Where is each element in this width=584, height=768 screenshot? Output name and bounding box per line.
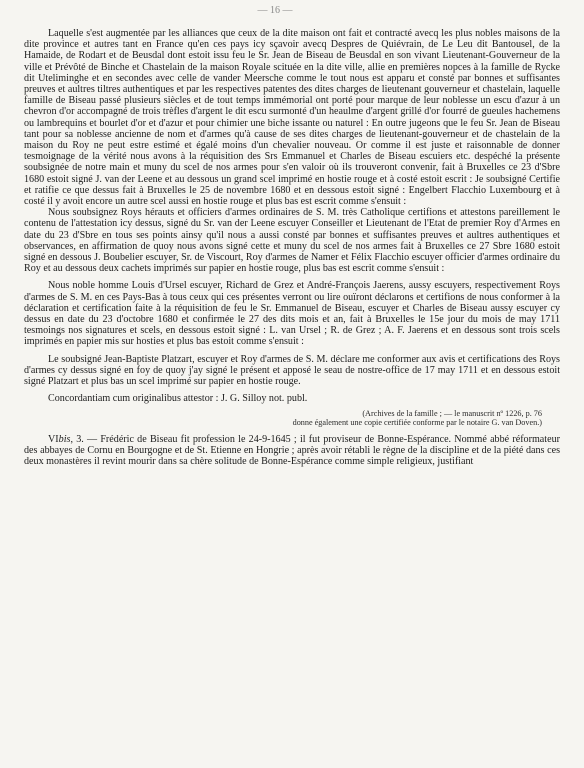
paragraph-platzart-declaration: Le soubsigné Jean-Baptiste Platzart, escuyer et Roy d'armes de S. M. déclare me conformer aux avis et certifications des Roys d'armes cy dessus signé en foy de quoy j'ay signé le présent et apposé le seau de nostre-office de 17 may 1711 et en dessous estoit signé Platzart et plus bas un scel imprimé sur papier en hostie rouge. [24,353,560,388]
source-note-line-1: (Archives de la famille ; — le manuscrit nº 1226, p. 76 [362,408,542,418]
page-number: — 16 — [257,5,293,16]
paragraph-frederic-de-biseau [24,434,560,468]
paragraph-heralds-certification: Nous soubsignez Roys hérauts et officiers d'armes ordinaires de S. M. très Catholique certifions et attestons pareillement le contenu de l'attestation icy dessus, signé du Sr. van der Leene escuyer Conseiller et Lieutenant de l'Etat de premier Roy d'Armes en date du 23 d'Sbre en tous ses points ainsy qu'il nous a aussi consté par bonnes et suffisantes preuves et aultres authentiques et observances, en affirmation de quoy nous avons signé cette et muny du scel de nos armes fait à Bruxelles ce 27 Sbre 1680 estoit signé en dessous J. Boubelier escuyer, Sr. de Viscourt, Roy d'armes de Namer et Félix Flacchio escuyer officier d'armes ordinaire du Roy et au dessous deux cachets imprimés sur papier en hostie rouge, plus bas est escrit comme s'ensuit : [24,207,560,275]
entry-text: , 3. — Frédéric de Biseau fit profession le 24-9-1645 ; il fut proviseur de Bonne-Espérance. Nommé abbé réformateur des abbayes de Cornu en Bourgogne et de St. Etienne en Hongrie ; après avoir rétabli le règne de la discipline et de la piété dans ces deux monastères il revint mourir dans sa chère solitude de Bonne-Espérance comme simple religieux, justifiant [24,433,560,468]
entry-number: VI [48,433,59,445]
paragraph-notary-attestation: Concordantiam cum originalibus attestor : J. G. Silloy not. publ. [48,393,308,405]
source-note [24,409,560,428]
document-body [24,28,560,467]
source-note-line-2: donne également une copie certifiée conforme par le notaire G. van Doven.) [292,418,542,428]
paragraph-kings-of-arms-declaration: Nous noble homme Louis d'Ursel escuyer, Richard de Grez et André-François Jaerens, aussy escuyers, respectivement Roys d'armes de S. M. en ces Pays-Bas à tous ceux qui ces présentes verront ou lire ouïront déclarons et certifions de nous conformer à la déclaration et certification faite à la réquisition de feu le Sr. Emmanuel de Biseau, escuyer et Charles de Biseau aussy escuyer cy dessus en date du 23 d'octobre 1680 et confirmée le 27 des dits mois et an, fait à Bruxelles le 15e jour du mois de may 1711 tesmoings nos signatures et scels, en dessous estoit signé : L. van Ursel ; R. de Grez ; A. F. Jaerens et en dessous sont trois scels imprimés en papier mis sur hosties et plus bas estoit comme s'ensuit : [24,280,560,348]
paragraph-genealogy: Laquelle s'est augmentée par les alliances que ceux de la dite maison ont fait et contracté avecq les plus nobles maisons de la dite province et autres tant en France qu'en ces pays icy sçavoir avecq Despres de Quiévrain, de Le Leu dit Bantousel, de la Hamaide, de Rodart et de Beusdal dont estoit issu feu le Sr. Jean de Biseau de Beusdal en son vivant Lieutenant-Gouverneur de la ville et Prévôté de Binche et Chastelain de la maison Royale scituée en la dite ville, allie en premières nopces à la famille de Rycke dit Uteliminghe et en secondes avec celle de vander Meersche comme le tout nous est apparu et consté par bonnes et suffisantes preuves et aultres tiltres authentiques et par les respectives patentes des dites charges de lieutenant gouverneur et chastelain, laquelle famille de Biseau passé plusieurs siècles et de tout temps immémorial ont porté pour marque de leur noblesse un escu d'azur à un chevron d'or accompagné de trois trèfles d'argent le dit escu surmonté d'un heaulme d'argent grillé d'or fourré de gueules hachemens ou lambrequins et bourlet d'or et d'azur et pour chimier une biche issante ou naturel : En outre jugeons que le feu Sr. Jean de Biseau tant pour sa noblesse ancienne de nom et d'armes qu'à cause de ses dites charges de lieutenant-gouverneur et de chastelain de la maison du Roy ne peut estre estimé et égalé moins d'un chevalier nouveau. Or comme il est juste et raisonnable de donner tesmoignage de la vérité nous avons à la réquisition des Srs Emmanuel et Charles de Biseau escuiers etc. despéché la présente soubsignée de notre main et muny du scel de nos armes pour s'en valoir où ils trouveront convenir, fait à Bruxelles ce 23 d'Sbre 1680 estoit signé J. van der Leene et au dessous un grand scel imprimé en hostie rouge et à costé estoit escrit : Je soubsigné Certifie et ratifie ce que dessus fait à Bruxelles le 25 de novembre 1680 et en dessous estoit signé : Engelbert Flacchio Luxembourg et à costé il y avoit encore un autre scel aussi en hostie rouge et plus bas est escrit comme s'ensuit : [24,28,560,208]
entry-number-suffix: bis [58,433,71,445]
